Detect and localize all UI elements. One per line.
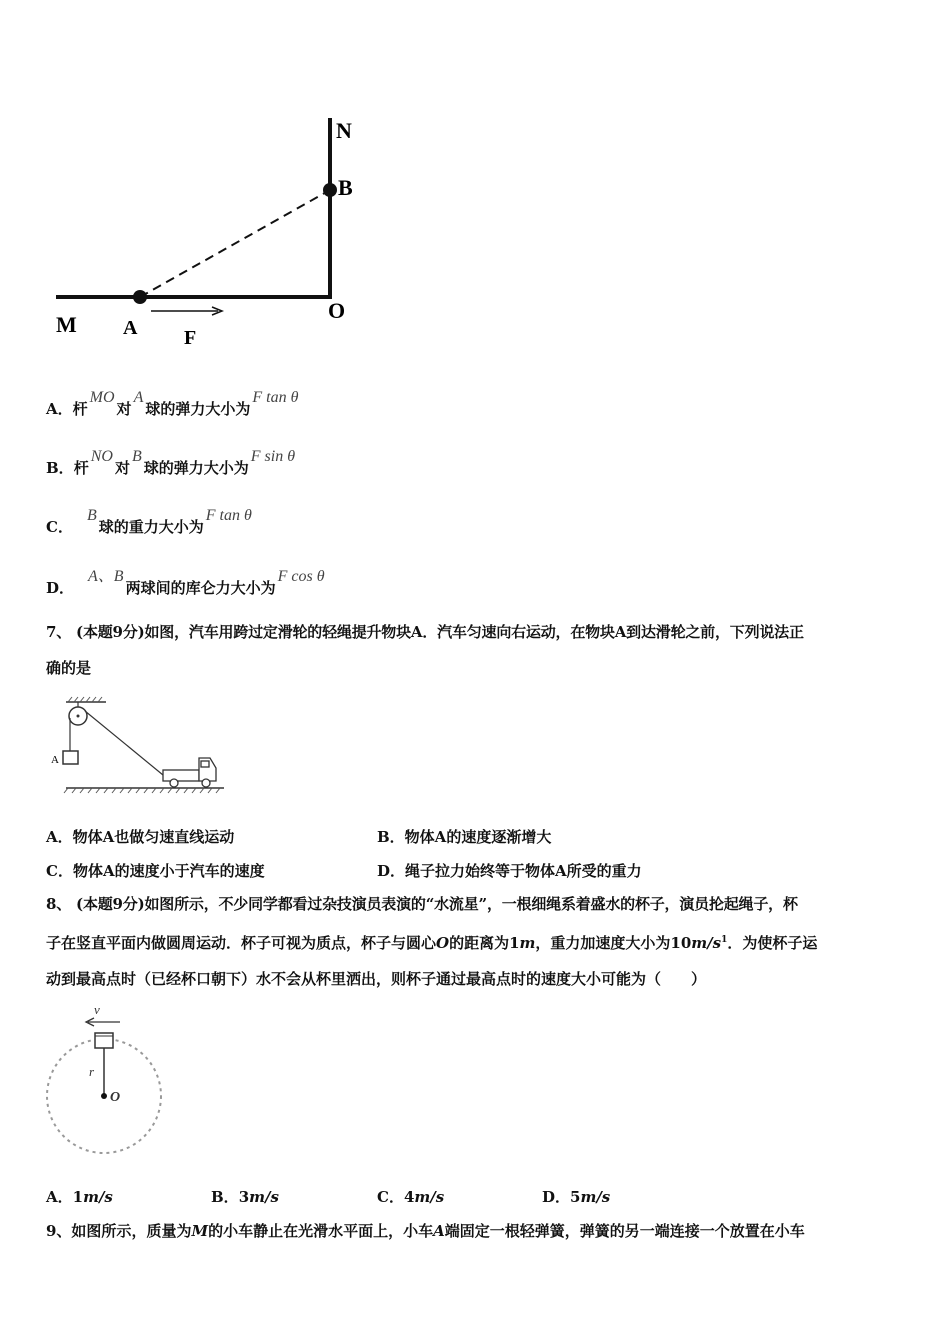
q9-pre: 9、如图所示，质量为 (46, 1222, 192, 1240)
option-pre: 杆 (72, 400, 88, 418)
q7-option-a: A．物体A也做匀速直线运动 (46, 828, 235, 846)
q6-option-b (46, 448, 297, 478)
symbol: A (133, 389, 144, 406)
q8-line2-mid2: ，重力加速度大小为10 (535, 934, 692, 952)
q8-line3: 动到最高点时（已经杯口朝下）水不会从杯里洒出，则杯子通过最高点时的速度大小可能为（ ） (46, 970, 707, 988)
q7-option-d: D．绳子拉力始终等于物体A所受的重力 (377, 862, 642, 880)
label-v: v (94, 1002, 100, 1017)
center-o (101, 1093, 107, 1099)
option-letter: B． (211, 1188, 239, 1206)
q7-option-b: B．物体A的速度逐渐增大 (377, 828, 552, 846)
pulley-axle (77, 715, 80, 718)
option-pre: 杆 (73, 459, 89, 477)
symbol: NO (90, 448, 113, 465)
block-a-label: A (51, 754, 59, 766)
option-letter: A． (46, 1188, 73, 1206)
option-num: 3 (238, 1188, 250, 1206)
formula (206, 507, 252, 524)
unit-sup: 1 (721, 935, 728, 945)
option-letter: B． (46, 459, 74, 477)
q7-line2: 确的是 (46, 659, 92, 677)
q8-line2-post: ．为使杯子运 (727, 934, 818, 952)
q8-line2 (46, 922, 908, 961)
symbol: MO (89, 389, 115, 406)
unit-ms: m/s (691, 934, 722, 952)
q8-line2-mid: 的距离为1 (449, 934, 520, 952)
q7-stem (46, 614, 908, 686)
q9-stem (46, 1213, 908, 1249)
q8-option-c (377, 1186, 444, 1207)
cup (95, 1033, 113, 1048)
formula-var: θ (243, 507, 252, 524)
q6-option-a (46, 389, 300, 419)
formula-fn: F tan (252, 389, 287, 406)
q9-line1 (46, 1213, 908, 1249)
option-letter: C． (46, 518, 73, 536)
label-o: O (110, 1090, 121, 1105)
figure-circular-motion (42, 1000, 172, 1170)
option-unit: m/s (249, 1188, 279, 1206)
label-o: O (328, 298, 346, 323)
symbol: A、B (88, 568, 124, 585)
formula-fn: F tan (205, 507, 240, 524)
option-text: 球的弹力大小为 (143, 459, 249, 477)
q6-option-d (46, 568, 327, 598)
option-letter: C． (377, 1188, 404, 1206)
q8-line1: 8、 (本题9分)如图所示，不少同学都看过杂技演员表演的“水流星”，一根细绳系着盛水的杯子，演员抡起绳子，杯 (46, 895, 798, 913)
label-b: B (338, 175, 353, 200)
option-mid: 对 (114, 459, 130, 477)
formula (278, 568, 325, 585)
ball-b (323, 183, 337, 197)
option-text: 球的重力大小为 (98, 518, 204, 536)
option-unit: m/s (580, 1188, 611, 1206)
symbol-m: M (191, 1222, 209, 1240)
option-letter: D． (542, 1188, 571, 1206)
formula-var: θ (290, 389, 299, 406)
label-m: M (56, 312, 77, 337)
option-letter: A． (46, 400, 73, 418)
formula-var: θ (316, 568, 325, 585)
block-a (63, 751, 78, 764)
label-r: r (89, 1064, 95, 1079)
q7-line1: 7、 (本题9分)如图，汽车用跨过定滑轮的轻绳提升物块A．汽车匀速向右运动，在物块A到达滑轮之前，下列说法正 (46, 623, 804, 641)
ball-a (133, 290, 147, 304)
rope-diagonal (85, 711, 163, 775)
option-unit: m/s (414, 1188, 445, 1206)
formula-fn: F cos (277, 568, 313, 585)
truck (163, 758, 216, 787)
q7-option-c: C．物体A的速度小于汽车的速度 (46, 862, 265, 880)
figure-rods-balls (46, 110, 376, 355)
unit-m: m (519, 934, 536, 952)
option-num: 5 (570, 1188, 581, 1206)
symbol: B (86, 507, 97, 524)
option-mid: 对 (116, 400, 132, 418)
q8-option-a (46, 1186, 113, 1207)
option-text: 球的弹力大小为 (145, 400, 251, 418)
figure-pulley-truck (46, 692, 236, 797)
option-text: 两球间的库仑力大小为 (125, 579, 276, 597)
q8-line2-pre: 子在竖直平面内做圆周运动．杯子可视为质点，杯子与圆心 (46, 934, 437, 952)
q8-option-d (542, 1186, 610, 1207)
label-f: F (184, 327, 197, 349)
symbol-o: O (436, 934, 450, 952)
symbol: B (131, 448, 142, 465)
option-num: 1 (72, 1188, 84, 1206)
formula-fn: F sin (250, 448, 284, 465)
dashed-line-ab (140, 190, 330, 297)
option-letter: D． (46, 579, 75, 597)
q9-post: 端固定一根轻弹簧，弹簧的另一端连接一个放置在小车 (444, 1222, 805, 1240)
option-unit: m/s (83, 1188, 113, 1206)
q9-mid: 的小车静止在光滑水平面上，小车 (208, 1222, 434, 1240)
q8-stem (46, 886, 908, 997)
label-n: N (336, 118, 352, 143)
q8-option-b (211, 1186, 279, 1207)
label-a: A (123, 317, 138, 339)
option-num: 4 (403, 1188, 415, 1206)
formula-var: θ (287, 448, 296, 465)
formula (251, 448, 295, 465)
formula (252, 389, 298, 406)
symbol-a: A (433, 1222, 445, 1240)
q6-option-c (46, 507, 254, 537)
